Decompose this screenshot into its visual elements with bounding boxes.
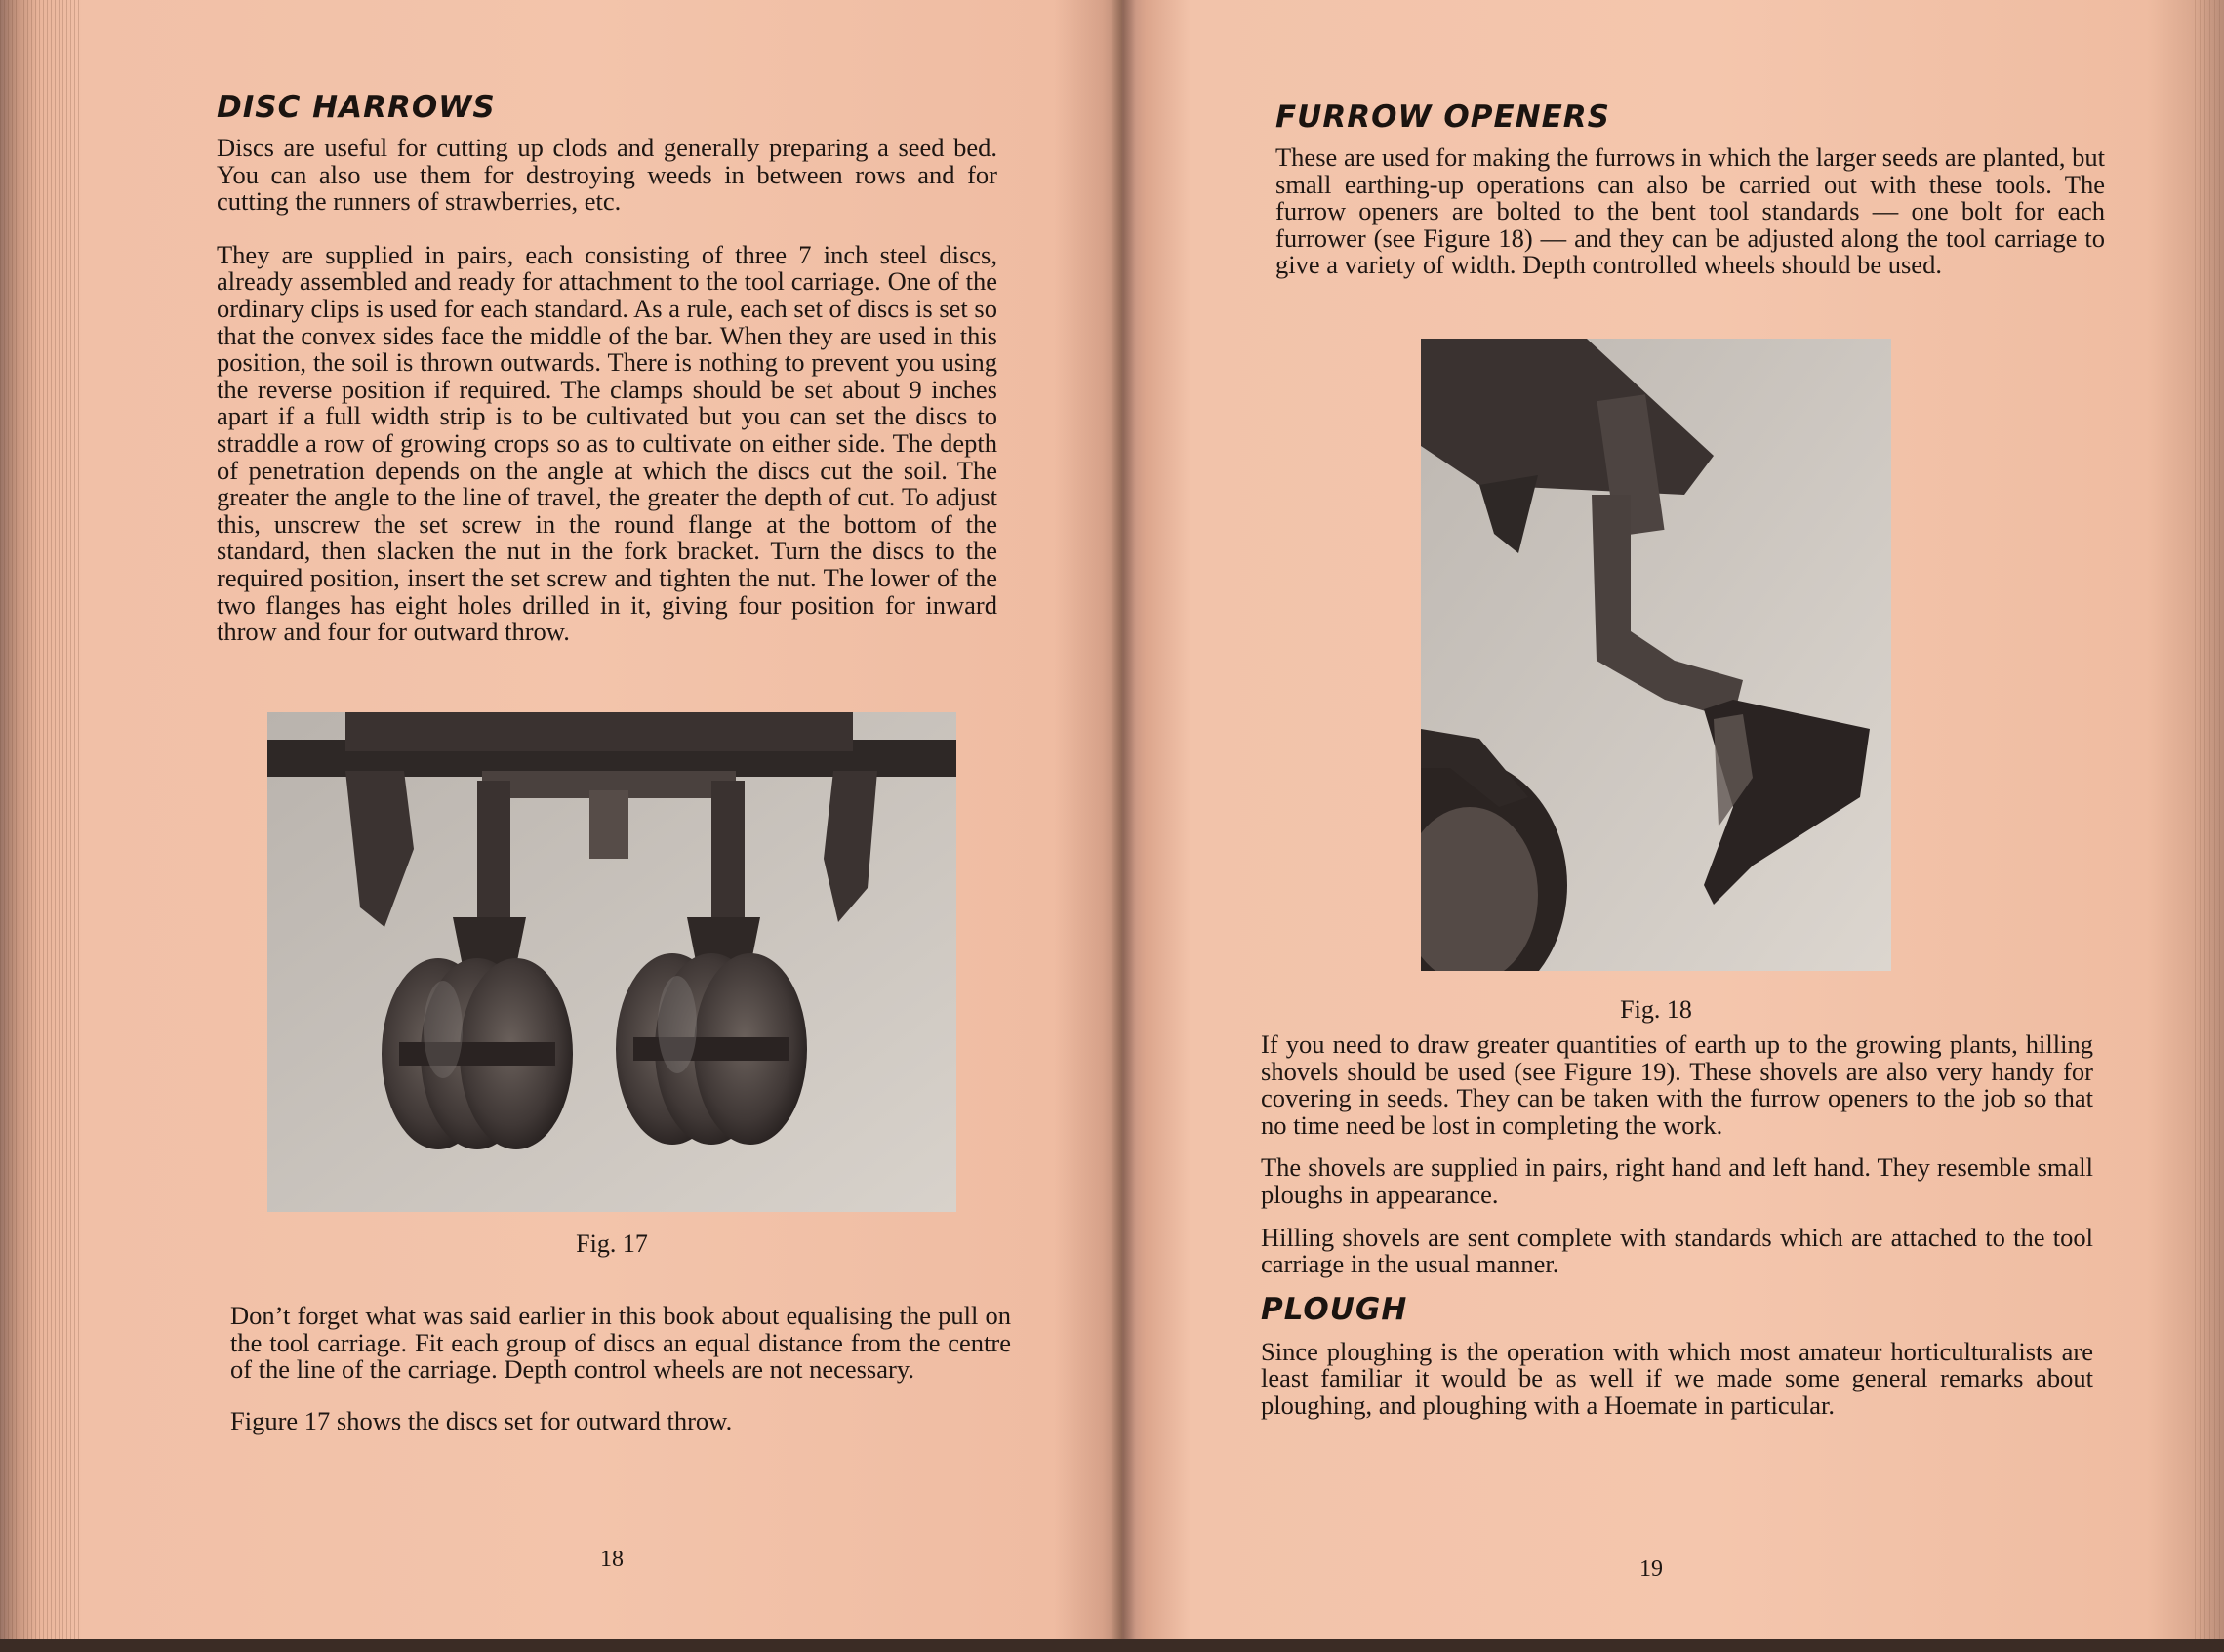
paragraph-supply: They are supplied in pairs, each consisting of three 7 inch steel discs, already assembled and ready for attachment to the tool carriage. One of the ordinary clips is used for each standard. As a rule, each set of discs is set so that the convex sides face the middle of the bar. When they are used in this position, the soil is thrown outwards. There is nothing to prevent you using the reverse position if required. The clamps should be set about 9 inches apart if a full width strip is to be cultivated but you can set the discs to straddle a row of growing crops so as to cultivate on either side. The depth of penetration depends on the angle at which the discs cut the soil. The greater the angle to the line of travel, the greater the depth of cut. To adjust this, unscrew the set screw in the round flange at the bottom of the standard, then slacken the nut in the fork bracket. Turn the discs to the required position, insert the set screw and tighten the nut. The lower of the two flanges has eight holes drilled in it, giving four position for inward throw and four for outward throw. [217,239,997,647]
page-number-left: 18 [600,1547,624,1572]
heading-disc-harrows: DISC HARROWS [217,90,496,125]
furrow-opener-illustration [1421,339,1891,971]
paragraph-furrow-openers: These are used for making the furrows in which the larger seeds are planted, but small earthing-up operations can also be carried out with these tools. The furrow openers are bolted to the bent tool standards — one bolt for each furrower (see Figure 18) — and they can be adjusted along the tool carriage to give a variety of width. Depth controlled wheels should be used. [1275,142,2105,280]
paragraph-shovels-pairs: The shovels are supplied in pairs, right hand and left hand. They resemble small ploughs in appearance. [1261,1152,2093,1209]
paragraph-hilling-shovels: If you need to draw greater quantities of earth up to the growing plants, hilling shovels should be used (see Figure 19). These shovels are also very handy for covering in seeds. They can be taken with the furrow openers to the job so that no time need be lost in completing the work. [1261,1029,2093,1140]
page-edge-right [2195,0,2224,1649]
figure-18-photo [1421,339,1891,971]
page-number-right: 19 [1639,1556,1663,1582]
right-text-top [1275,100,2105,279]
left-text-bottom [230,1303,1011,1434]
left-text-top [217,90,997,646]
right-text-bottom [1261,1031,2093,1420]
book-bottom-edge [0,1639,2224,1652]
paragraph-plough: Since ploughing is the operation with which most amateur horticulturalists are least familiar it would be as well if we made some general remarks about ploughing, and ploughing with a Hoemate in particular. [1261,1336,2093,1420]
paragraph-intro: Discs are useful for cutting up clods and generally preparing a seed bed. You can also use them for destroying weeds in between rows and for cutting the runners of strawberries, etc. [217,133,997,217]
paragraph-hilling-standards: Hilling shovels are sent complete with standards which are attached to the tool carriage in the usual manner. [1261,1222,2093,1279]
figure-18-caption: Fig. 18 [1620,995,1692,1024]
heading-furrow-openers: FURROW OPENERS [1275,100,1610,135]
figure-17-photo [267,712,956,1212]
book-gutter [1111,0,1136,1652]
heading-plough: PLOUGH [1261,1291,1408,1327]
figure-17-caption: Fig. 17 [576,1229,648,1258]
paragraph-figure-17-note: Figure 17 shows the discs set for outward throw. [230,1405,733,1435]
right-page [1122,0,2224,1649]
paragraph-equalising: Don’t forget what was said earlier in this book about equalising the pull on the tool carriage. Fit each group of discs an equal distance from the centre of the line of the carriage. Depth control wheels are not necessary. [230,1301,1011,1385]
page-edge-left [0,0,80,1649]
disc-harrow-illustration [267,712,956,1212]
